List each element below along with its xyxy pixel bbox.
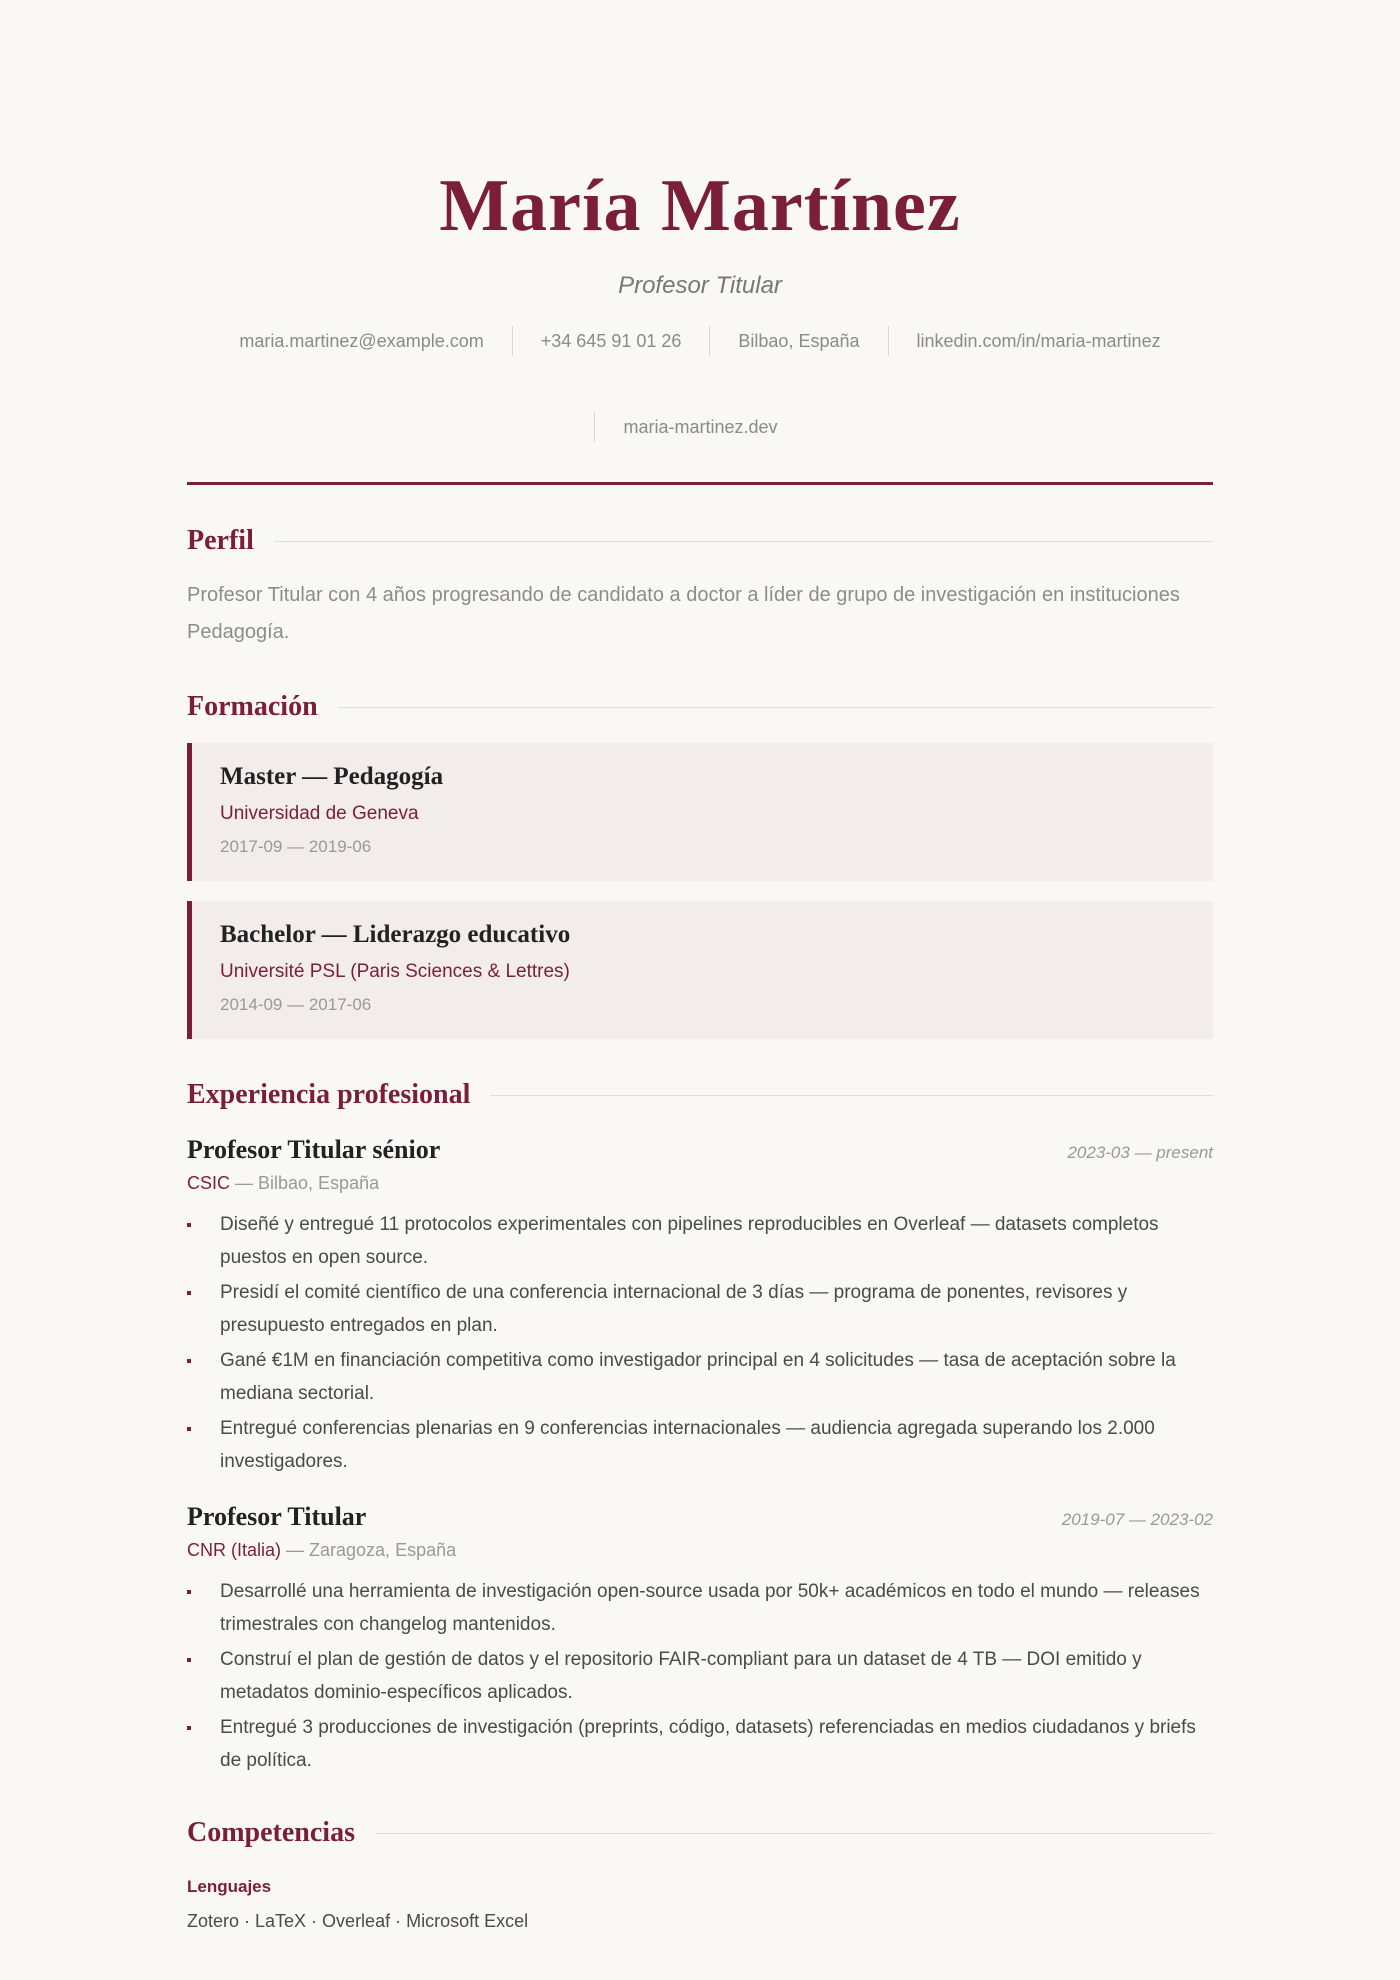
list-item xyxy=(187,1208,1213,1274)
section-divider xyxy=(375,1833,1213,1834)
list-item xyxy=(187,1711,1213,1777)
list-item xyxy=(187,1412,1213,1478)
education-dates: 2014-09 — 2017-06 xyxy=(220,995,372,1014)
contact-website[interactable]: maria-martinez.dev xyxy=(594,412,805,442)
bullet-marker xyxy=(187,1359,191,1363)
achievement-text: Diseñé y entregué 11 protocolos experimentales con pipelines reproducibles en Overleaf — datasets completos puestos en open source. xyxy=(220,1214,1159,1268)
job-dates: 2023-03 — present xyxy=(1067,1143,1213,1162)
bullet-marker xyxy=(187,1590,191,1594)
section-title-experience: Experiencia profesional xyxy=(187,1079,471,1110)
education-school: Universidad de Geneva xyxy=(220,803,419,824)
education-entry xyxy=(187,901,1213,1039)
contact-list xyxy=(187,326,1213,442)
section-divider xyxy=(338,707,1213,708)
section-divider xyxy=(490,1095,1213,1096)
header-divider xyxy=(187,482,1213,485)
organization-name: CNR (Italia) xyxy=(187,1540,282,1560)
job-dates: 2019-07 — 2023-02 xyxy=(1061,1510,1213,1529)
achievement-text: Desarrollé una herramienta de investigación open-source usada por 50k+ académicos en todo el mundo — releases trimestrales con changelog mantenidos. xyxy=(220,1581,1200,1635)
contact-phone[interactable]: +34 645 91 01 26 xyxy=(512,326,710,356)
job-entry xyxy=(187,1502,1213,1777)
education-school: Université PSL (Paris Sciences & Lettres) xyxy=(220,961,570,982)
achievement-text: Presidí el comité científico de una conferencia internacional de 3 días — programa de ponentes, revisores y presupuesto entregados en plan. xyxy=(220,1282,1128,1336)
bullet-marker xyxy=(187,1291,191,1295)
job-title: Profesor Titular sénior xyxy=(187,1135,441,1164)
candidate-role: Profesor Titular xyxy=(618,272,782,299)
bullet-marker xyxy=(187,1223,191,1227)
bullet-marker xyxy=(187,1658,191,1662)
job-achievements xyxy=(187,1575,1213,1777)
organization-name: CSIC xyxy=(187,1173,231,1193)
section-title-education: Formación xyxy=(187,691,318,722)
contact-email[interactable]: maria.martinez@example.com xyxy=(239,331,484,351)
resume-page xyxy=(187,0,1213,1932)
bullet-marker xyxy=(187,1726,191,1730)
education-section-header xyxy=(187,691,1213,723)
organization-location: — Zaragoza, España xyxy=(281,1540,457,1560)
achievement-text: Construí el plan de gestión de datos y el repositorio FAIR-compliant para un dataset de 4 TB — DOI emitido y metadatos dominio-específicos aplicados. xyxy=(220,1649,1142,1703)
organization-location: — Bilbao, España xyxy=(230,1173,380,1193)
education-entry xyxy=(187,743,1213,881)
education-degree: Master — Pedagogía xyxy=(220,763,444,790)
achievement-text: Entregué conferencias plenarias en 9 conferencias internacionales — audiencia agregada superando los 2.000 investigadores. xyxy=(220,1418,1155,1472)
job-organization xyxy=(187,1173,1213,1194)
contact-location: Bilbao, España xyxy=(709,326,887,356)
section-title-skills: Competencias xyxy=(187,1817,355,1848)
achievement-text: Gané €1M en financiación competitiva como investigador principal en 4 solicitudes — tasa de aceptación sobre la mediana sectorial. xyxy=(220,1350,1176,1404)
bullet-marker xyxy=(187,1427,191,1431)
job-entry xyxy=(187,1135,1213,1478)
section-divider xyxy=(274,541,1213,542)
profile-summary: Profesor Titular con 4 años progresando de candidato a doctor a líder de grupo de investigación en instituciones Pedagogía. xyxy=(187,584,1180,643)
list-item xyxy=(187,1575,1213,1641)
achievement-text: Entregué 3 producciones de investigación (preprints, código, datasets) referenciadas en medios ciudadanos y briefs de política. xyxy=(220,1717,1196,1771)
experience-section-header xyxy=(187,1079,1213,1111)
list-item xyxy=(187,1344,1213,1410)
list-item xyxy=(187,1643,1213,1709)
skills-section-header xyxy=(187,1817,1213,1849)
list-item xyxy=(187,1276,1213,1342)
education-dates: 2017-09 — 2019-06 xyxy=(220,837,372,856)
skill-list: Zotero · LaTeX · Overleaf · Microsoft Excel xyxy=(187,1911,529,1931)
candidate-name: María Martínez xyxy=(439,165,961,247)
contact-linkedin[interactable]: linkedin.com/in/maria-martinez xyxy=(888,326,1189,356)
education-degree: Bachelor — Liderazgo educativo xyxy=(220,921,571,948)
skill-category: Lenguajes xyxy=(187,1877,272,1896)
profile-section-header xyxy=(187,525,1213,557)
job-organization xyxy=(187,1540,1213,1561)
section-title-profile: Perfil xyxy=(187,525,254,556)
job-title: Profesor Titular xyxy=(187,1502,367,1531)
job-achievements xyxy=(187,1208,1213,1478)
